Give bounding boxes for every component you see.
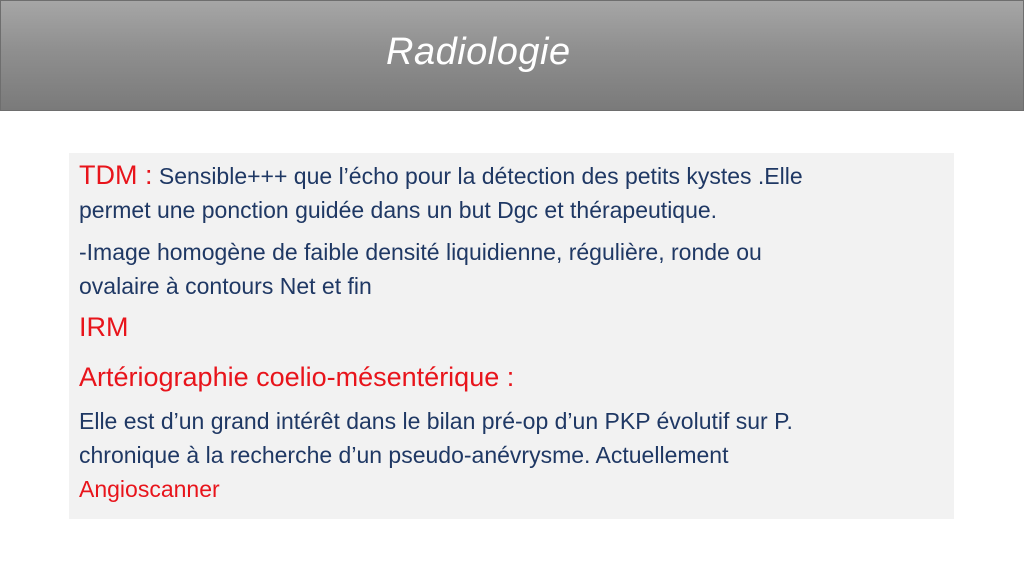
content-box (69, 153, 954, 519)
tdm-text-2: permet une ponction guidée dans un but Dgc et thérapeutique. (79, 197, 718, 223)
image-desc-line-1: -Image homogène de faible densité liquidienne, régulière, ronde ou (79, 239, 762, 265)
image-description-paragraph (79, 235, 949, 303)
arteriography-heading: Artériographie coelio-mésentérique : (79, 362, 515, 392)
arterio-line-2: chronique à la recherche d’un pseudo-anévrysme. Actuellement (79, 442, 729, 468)
tdm-heading: TDM : (79, 160, 153, 190)
title-bar (0, 0, 1024, 111)
tdm-paragraph (79, 158, 949, 227)
irm-heading: IRM (79, 312, 129, 342)
angioscanner-text: Angioscanner (79, 476, 220, 502)
image-desc-line-2: ovalaire à contours Net et fin (79, 273, 372, 299)
arterio-line-1: Elle est d’un grand intérêt dans le bilan pré-op d’un PKP évolutif sur P. (79, 408, 793, 434)
arteriography-paragraph (79, 404, 949, 506)
tdm-text-1: Sensible+++ que l’écho pour la détection des petits kystes .Elle (152, 163, 803, 189)
slide-title: Radiologie (386, 31, 571, 73)
tdm-line-1 (79, 158, 949, 193)
